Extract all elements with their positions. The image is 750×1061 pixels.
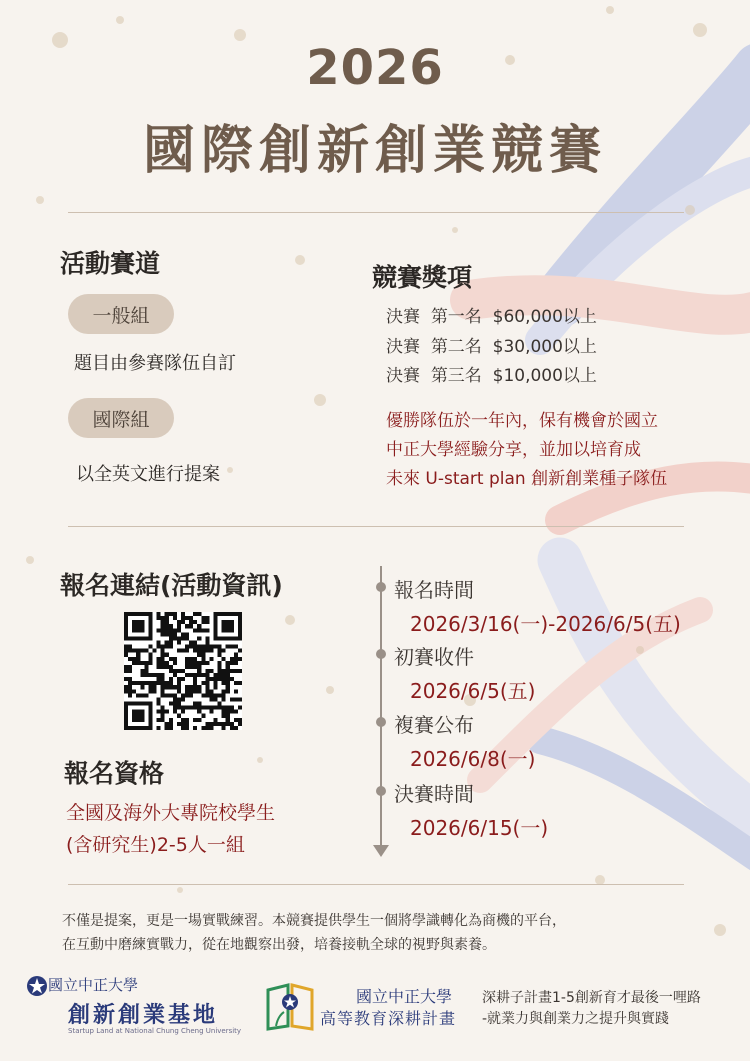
timeline-dot (376, 786, 386, 796)
tracks-heading: 活動賽道 (60, 249, 161, 278)
prize-note-line: 未來 U-start plan 創新創業種子隊伍 (386, 469, 668, 489)
logo2-university: 國立中正大學 (356, 987, 453, 1006)
title-year: 2026 (306, 40, 444, 96)
prize-note-line: 中正大學經驗分享，並加以培育成 (386, 440, 641, 460)
footer-text-line: 在互動中磨練實戰力，從在地觀察出發，培養接軌全球的視野與素養。 (62, 937, 496, 953)
prizes-heading: 競賽獎項 (372, 263, 473, 292)
eligibility-line: (含研究生)2-5人一組 (66, 834, 245, 856)
timeline-arrow-icon (373, 845, 389, 857)
pill-international-group: 國際組 (68, 398, 174, 438)
prize-note-line: 優勝隊伍於一年內，保有機會於國立 (386, 411, 658, 431)
timeline-label: 決賽時間 (394, 782, 474, 806)
prize-row: 決賽 第一名 $60,000以上 (386, 307, 597, 327)
logo2-title: 高等教育深耕計畫 (320, 1009, 457, 1028)
prize-row: 決賽 第二名 $30,000以上 (386, 337, 597, 357)
plan-line: -就業力與創業力之提升與實踐 (482, 1011, 670, 1027)
footer-text-line: 不僅是提案，更是一場實戰練習。本競賽提供學生一個將學識轉化為商機的平台， (62, 913, 566, 929)
eligibility-line: 全國及海外大專院校學生 (66, 802, 276, 824)
timeline-date: 2026/6/15(一) (410, 816, 549, 840)
ccu-emblem-icon (26, 975, 48, 997)
registration-heading: 報名連結(活動資訊) (60, 571, 283, 600)
timeline-line (380, 566, 382, 848)
timeline-label: 複賽公布 (394, 713, 474, 737)
plan-line: 深耕子計畫1-5創新育才最後一哩路 (482, 990, 701, 1006)
timeline-date: 2026/3/16(一)-2026/6/5(五) (410, 612, 681, 636)
logo1-subtitle: Startup Land at National Chung Cheng University (68, 1027, 242, 1035)
general-group-desc: 題目由參賽隊伍自訂 (74, 353, 236, 374)
qr-code-icon[interactable] (124, 612, 242, 730)
international-group-desc: 以全英文進行提案 (76, 464, 220, 485)
timeline-dot (376, 582, 386, 592)
eligibility-heading: 報名資格 (64, 759, 165, 788)
divider-top (68, 212, 684, 213)
divider-bottom (68, 884, 684, 885)
timeline-dot (376, 649, 386, 659)
prize-row: 決賽 第三名 $10,000以上 (386, 366, 597, 386)
timeline-label: 初賽收件 (394, 645, 474, 669)
pill-general-group: 一般組 (68, 294, 174, 334)
timeline-date: 2026/6/5(五) (410, 679, 536, 703)
timeline-date: 2026/6/8(一) (410, 747, 536, 771)
title-main: 國際創新創業競賽 (142, 121, 607, 181)
logo1-university: 國立中正大學 (48, 976, 139, 994)
higher-education-logo-icon (264, 982, 316, 1032)
timeline-dot (376, 717, 386, 727)
logo1-title: 創新創業基地 (68, 1002, 219, 1028)
timeline-label: 報名時間 (394, 578, 474, 602)
divider-middle (68, 526, 684, 527)
